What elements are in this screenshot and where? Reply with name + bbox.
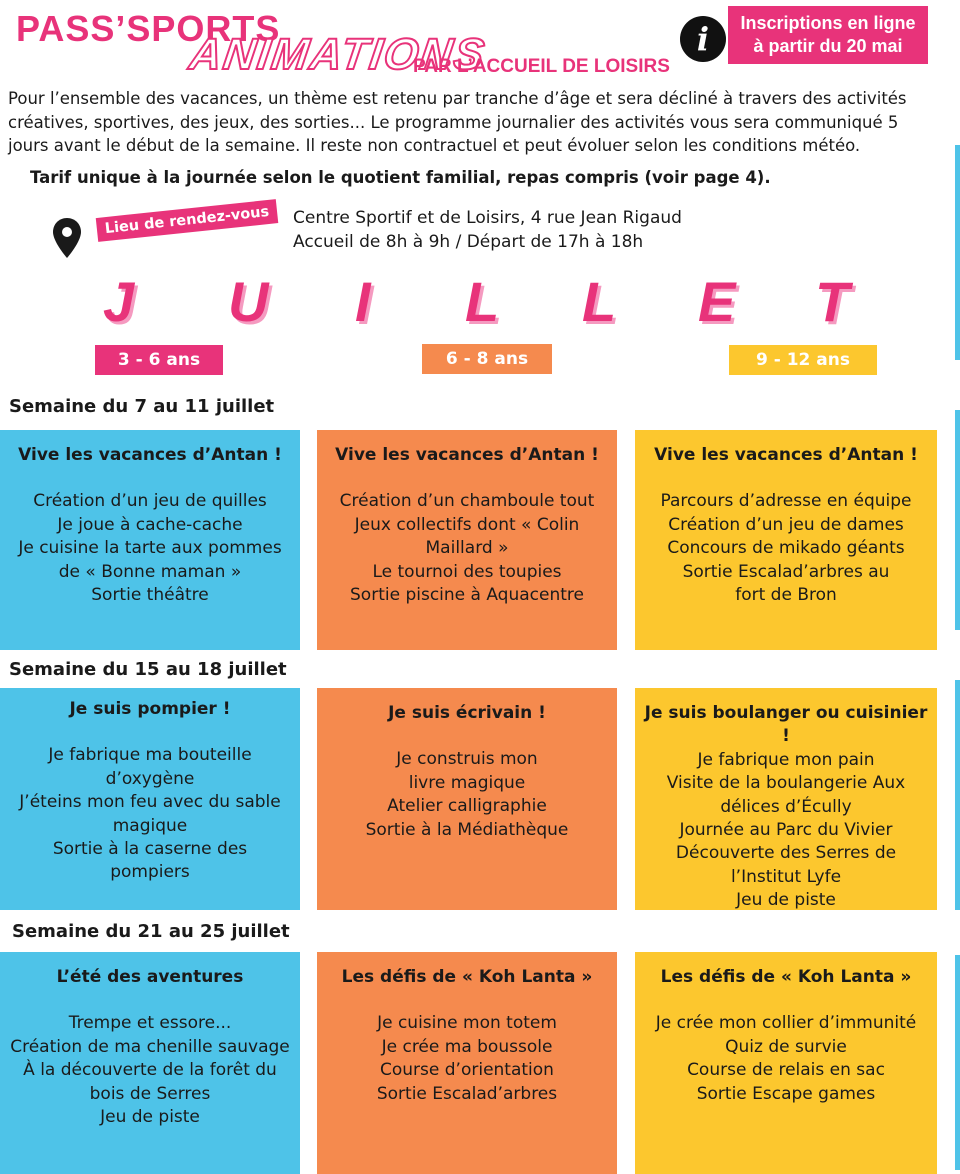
edge-strip [955, 955, 960, 1170]
title-main: PASS’SPORTS [16, 8, 281, 49]
activity-line: Sortie Escape games [696, 1083, 876, 1104]
activity-card-title: Je suis écrivain ! [388, 703, 546, 723]
activity-card-title: Les défis de « Koh Lanta » [660, 967, 912, 987]
week-title-1: Semaine du 7 au 11 juillet [9, 396, 275, 417]
intro-paragraph: Pour l’ensemble des vacances, un thème est retenu par tranche d’âge et sera décliné à travers des activités créatives, sportives, des jeux, des sorties... Le programme journalier des activités vous sera communiqué 5 jours avant le début de la semaine. Il reste non contractuel et peut évoluer selon les conditions météo. [8, 89, 907, 155]
activity-line: livre magique [408, 772, 526, 793]
activity-line: Quiz de survie [725, 1036, 847, 1057]
activity-card [635, 952, 937, 1174]
info-icon: i [680, 16, 726, 62]
activity-card-title: Vive les vacances d’Antan ! [654, 445, 918, 465]
inscriptions-line2: à partir du 20 mai [753, 36, 903, 56]
activity-line: Création de ma chenille sauvage [10, 1036, 290, 1057]
activity-line: Je construis mon [396, 749, 538, 770]
month-letter: U [228, 270, 269, 333]
activity-line: fort de Bron [735, 585, 837, 606]
activity-line: Je joue à cache-cache [57, 514, 243, 535]
activity-line: Je cuisine la tarte aux pommes [18, 538, 282, 559]
rendezvous-badge: Lieu de rendez-vous [96, 199, 279, 242]
activity-card [0, 952, 300, 1174]
activity-line: Je fabrique mon pain [697, 749, 875, 770]
activity-line: Découverte des Serres de [675, 843, 897, 864]
month-letter: T [815, 270, 850, 333]
month-letter: I [355, 270, 371, 333]
activity-line: d’oxygène [105, 768, 195, 789]
month-letter: L [582, 270, 617, 333]
edge-strip [955, 145, 960, 360]
activity-line: Sortie Escalad’arbres [376, 1083, 558, 1104]
activity-card [635, 688, 937, 910]
activity-card [635, 430, 937, 650]
month-heading [0, 270, 960, 340]
activity-line: Sortie à la caserne des [52, 839, 248, 860]
activity-line: Maillard » [425, 538, 509, 559]
activity-line: Course d’orientation [380, 1060, 554, 1081]
activity-line: Création d’un jeu de quilles [33, 491, 267, 512]
activity-card [317, 952, 617, 1174]
activity-card-title: Vive les vacances d’Antan ! [335, 445, 599, 465]
activity-line: de « Bonne maman » [58, 561, 242, 582]
activity-line: Parcours d’adresse en équipe [660, 491, 912, 512]
age-badge-6-8: 6 - 8 ans [422, 344, 552, 374]
activity-line: Atelier calligraphie [387, 796, 547, 817]
title-tail: PAR L’ACCUEIL DE LOISIRS [413, 56, 670, 77]
activity-line: Je crée mon collier d’immunité [655, 1013, 917, 1034]
activity-line: Visite de la boulangerie Aux [666, 773, 906, 794]
edge-strip [955, 680, 960, 910]
tarif-note: Tarif unique à la journée selon le quotient familial, repas compris (voir page 4). [30, 168, 771, 187]
activity-line: bois de Serres [89, 1083, 211, 1104]
activity-line: Sortie piscine à Aquacentre [350, 585, 584, 606]
activity-card [317, 688, 617, 910]
activity-line: magique [112, 815, 188, 836]
activity-line: Je crée ma boussole [381, 1036, 553, 1057]
month-letter: J [103, 270, 135, 333]
activity-line: J’éteins mon feu avec du sable [19, 792, 281, 813]
activity-line: Jeu de piste [736, 890, 836, 911]
activity-line: Trempe et essore... [68, 1013, 232, 1034]
week-title-2: Semaine du 15 au 18 juillet [9, 659, 287, 680]
activity-line: Création d’un chamboule tout [339, 491, 595, 512]
month-letter: E [698, 270, 736, 333]
activity-card-title: L’été des aventures [56, 967, 244, 987]
activity-line: Course de relais en sac [687, 1060, 885, 1081]
title-animations: ANIMATIONS [186, 30, 489, 79]
edge-strip [955, 410, 960, 630]
activity-card-title: Les défis de « Koh Lanta » [341, 967, 593, 987]
rendezvous-details [293, 206, 682, 254]
week-title-3: Semaine du 21 au 25 juillet [12, 921, 290, 942]
activity-line: Le tournoi des toupies [372, 561, 562, 582]
activity-line: Je cuisine mon totem [377, 1013, 557, 1034]
activity-line: Journée au Parc du Vivier [679, 820, 893, 841]
activity-line: l’Institut Lyfe [730, 866, 842, 887]
rendezvous-address: Centre Sportif et de Loisirs, 4 rue Jean Rigaud [293, 208, 682, 228]
activity-card [0, 688, 300, 910]
activity-card-title: Vive les vacances d’Antan ! [18, 445, 282, 465]
rendezvous-hours: Accueil de 8h à 9h / Départ de 17h à 18h [293, 232, 644, 252]
inscriptions-line1: Inscriptions en ligne [740, 13, 916, 33]
activity-line: À la découverte de la forêt du [23, 1060, 277, 1081]
inscriptions-banner [728, 6, 928, 64]
activity-card [317, 430, 617, 650]
age-badge-3-6: 3 - 6 ans [95, 345, 223, 375]
age-badge-9-12: 9 - 12 ans [729, 345, 877, 375]
activity-card-title: Je suis pompier ! [69, 699, 231, 719]
activity-card-title: Je suis boulanger ou cuisinier ! [644, 703, 928, 747]
activity-line: pompiers [110, 862, 190, 883]
activity-line: Jeu de piste [100, 1107, 200, 1128]
activity-line: Concours de mikado géants [667, 538, 905, 559]
activity-line: Sortie Escalad’arbres au [682, 561, 890, 582]
activity-card [0, 430, 300, 650]
activity-line: Je fabrique ma bouteille [48, 745, 252, 766]
activity-line: Création d’un jeu de dames [668, 514, 904, 535]
activity-line: Sortie à la Médiathèque [365, 819, 569, 840]
map-pin-icon [52, 217, 82, 259]
activity-line: Jeux collectifs dont « Colin [354, 514, 580, 535]
month-letter: L [465, 270, 500, 333]
activity-line: Sortie théâtre [91, 585, 209, 606]
activity-line: délices d’Écully [720, 796, 852, 817]
